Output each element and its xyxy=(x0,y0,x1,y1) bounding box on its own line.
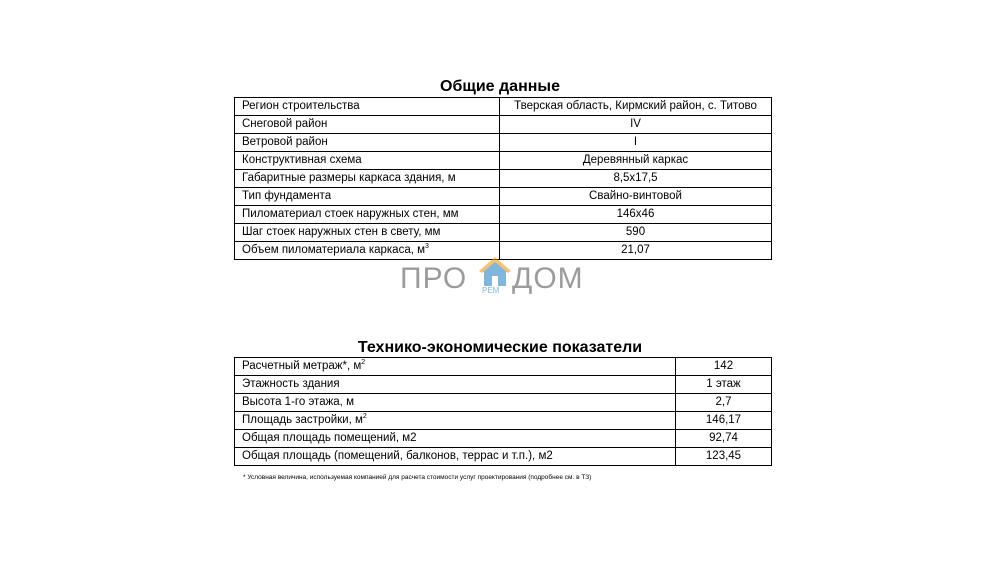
logo-text-left: ПРО xyxy=(400,262,468,295)
table-row xyxy=(235,134,772,152)
table-row xyxy=(235,224,772,242)
table-row xyxy=(235,116,772,134)
unit-superscript: 2 xyxy=(362,413,367,421)
table-row xyxy=(235,358,772,376)
tech-econ-table xyxy=(234,357,772,466)
row-value: IV xyxy=(500,116,772,134)
tech-econ-title: Технико-экономические показатели xyxy=(357,339,643,356)
row-label-cell xyxy=(235,412,676,430)
row-label: Общая площадь помещений, м2 xyxy=(235,430,676,448)
row-value: Деревянный каркас xyxy=(500,152,772,170)
row-value: 21,07 xyxy=(500,242,772,260)
table-row xyxy=(235,412,772,430)
row-value: I xyxy=(500,134,772,152)
row-value: 2,7 xyxy=(676,394,772,412)
logo-text-right: ДОМ xyxy=(512,262,584,295)
row-value: 142 xyxy=(676,358,772,376)
row-label: Снеговой район xyxy=(235,116,500,134)
table-row xyxy=(235,188,772,206)
general-data-title: Общие данные xyxy=(440,78,560,95)
unit-superscript: 3 xyxy=(425,243,429,251)
row-label: Шаг стоек наружных стен в свету, мм xyxy=(235,224,500,242)
row-label: Регион строительства xyxy=(235,98,500,116)
table-row xyxy=(235,448,772,466)
footnote: * Условная величина, используемая компанией для расчета стоимости услуг проектирования (подробнее см. в ТЗ) xyxy=(243,474,592,481)
row-value: 146,17 xyxy=(676,412,772,430)
logo-subtext: РЕМ xyxy=(482,286,500,295)
row-label: Высота 1-го этажа, м xyxy=(235,394,676,412)
row-label: Расчетный метраж*, м xyxy=(242,360,362,372)
row-label: Этажность здания xyxy=(235,376,676,394)
table-row xyxy=(235,206,772,224)
row-value: 1 этаж xyxy=(676,376,772,394)
table-row xyxy=(235,376,772,394)
row-label: Конструктивная схема xyxy=(235,152,500,170)
row-value: 8,5х17,5 xyxy=(500,170,772,188)
row-label: Пиломатериал стоек наружных стен, мм xyxy=(235,206,500,224)
table-row xyxy=(235,152,772,170)
table-row xyxy=(235,394,772,412)
row-value: Свайно-винтовой xyxy=(500,188,772,206)
table-row xyxy=(235,430,772,448)
row-label: Габаритные размеры каркаса здания, м xyxy=(235,170,500,188)
row-value: Тверская область, Кирмский район, с. Титово xyxy=(500,98,772,116)
row-label-cell xyxy=(235,358,676,376)
unit-superscript: 2 xyxy=(361,359,366,367)
row-value: 92,74 xyxy=(676,430,772,448)
row-value: 590 xyxy=(500,224,772,242)
general-data-table xyxy=(234,97,772,260)
row-value: 123,45 xyxy=(676,448,772,466)
row-label: Объем пиломатериала каркаса, м xyxy=(242,244,426,256)
row-label: Общая площадь (помещений, балконов, террас и т.п.), м2 xyxy=(235,448,676,466)
company-logo xyxy=(400,256,600,300)
row-label: Площадь застройки, м xyxy=(242,414,363,426)
table-row xyxy=(235,98,772,116)
row-label: Тип фундамента xyxy=(235,188,500,206)
row-value: 146х46 xyxy=(500,206,772,224)
table-row xyxy=(235,170,772,188)
row-label: Ветровой район xyxy=(235,134,500,152)
